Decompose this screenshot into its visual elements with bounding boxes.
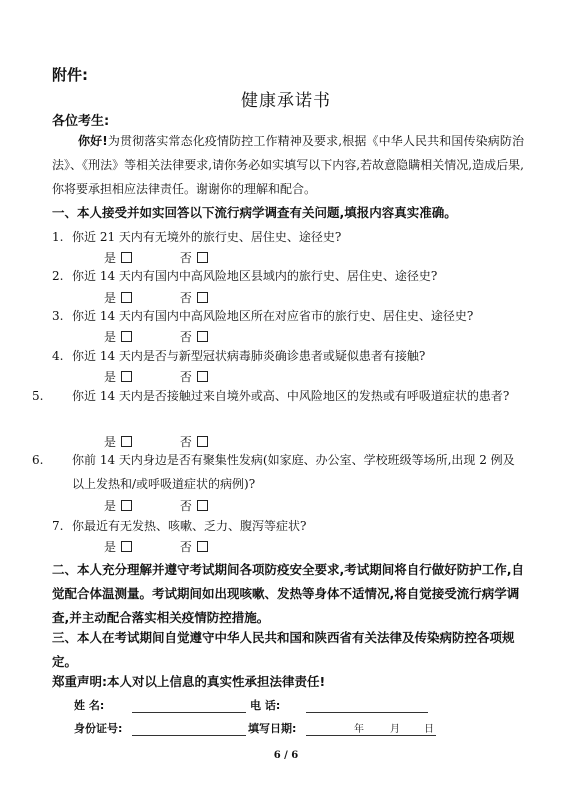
question-2 bbox=[52, 264, 522, 288]
section-1-heading: 一、本人接受并如实回答以下流行病学调查有关问题,填报内容真实准确。 bbox=[52, 205, 457, 220]
yes-checkbox[interactable] bbox=[121, 541, 132, 552]
question-number: 2. bbox=[52, 269, 64, 283]
date-field[interactable] bbox=[306, 735, 436, 736]
section-3-heading: 三、本人在考试期间自觉遵守中华人民共和国和陕西省有关法律及传染病防控各项规定。 bbox=[52, 630, 515, 669]
yes-label: 是 bbox=[104, 499, 117, 513]
section-2-heading: 二、本人充分理解并遵守考试期间各项防疫安全要求,考试期间将自行做好防护工作,自觉配合体温测量。考试期间如出现咳嗽、发热等身体不适情况,将自觉接受流行病学调查,并主动配合落实相关疫情防控措施。 bbox=[52, 562, 524, 625]
yes-checkbox[interactable] bbox=[121, 331, 132, 342]
yes-option bbox=[104, 328, 132, 345]
no-checkbox[interactable] bbox=[197, 541, 208, 552]
yes-checkbox[interactable] bbox=[121, 371, 132, 382]
date-label: 填写日期: bbox=[248, 722, 297, 735]
no-checkbox[interactable] bbox=[197, 331, 208, 342]
date-month-label: 月 bbox=[390, 724, 400, 735]
no-option bbox=[180, 368, 208, 385]
question-text: 你近 21 天内有无境外的旅行史、居住史、途径史? bbox=[72, 230, 342, 244]
question-1 bbox=[52, 225, 522, 249]
question-4-options bbox=[104, 368, 252, 385]
yes-label: 是 bbox=[104, 291, 117, 305]
yes-checkbox[interactable] bbox=[121, 252, 132, 263]
no-checkbox[interactable] bbox=[197, 252, 208, 263]
date-day-label: 日 bbox=[424, 724, 434, 735]
question-number: 1. bbox=[52, 230, 64, 244]
attachment-label: 附件: bbox=[52, 66, 88, 84]
yes-label: 是 bbox=[104, 540, 117, 554]
id-number-label: 身份证号: bbox=[74, 722, 123, 735]
no-label: 否 bbox=[179, 370, 192, 384]
id-number-field[interactable] bbox=[132, 735, 246, 736]
no-label: 否 bbox=[179, 291, 192, 305]
intro-paragraph bbox=[52, 129, 524, 201]
yes-checkbox[interactable] bbox=[121, 436, 132, 447]
intro-greeting: 你好! bbox=[78, 134, 108, 148]
question-text: 你近 14 天内有国内中高风险地区所在对应省市的旅行史、居住史、途径史? bbox=[72, 309, 474, 323]
page-number: 6 / 6 bbox=[273, 750, 299, 761]
question-text: 你近 14 天内是否与新型冠状病毒肺炎确诊患者或疑似患者有接触? bbox=[72, 349, 426, 363]
yes-checkbox[interactable] bbox=[121, 292, 132, 303]
question-7-options bbox=[104, 538, 252, 555]
no-option bbox=[180, 497, 208, 514]
question-3 bbox=[52, 304, 522, 328]
no-option bbox=[180, 328, 208, 345]
question-6-options bbox=[104, 497, 252, 514]
yes-label: 是 bbox=[104, 370, 117, 384]
name-label: 姓 名: bbox=[74, 699, 105, 712]
phone-field[interactable] bbox=[306, 712, 428, 713]
question-text: 你近 14 天内有国内中高风险地区县域内的旅行史、居住史、途径史? bbox=[72, 269, 438, 283]
phone-label: 电 话: bbox=[250, 699, 281, 712]
yes-checkbox[interactable] bbox=[121, 500, 132, 511]
no-checkbox[interactable] bbox=[197, 436, 208, 447]
question-number: 7. bbox=[52, 519, 64, 533]
salutation: 各位考生: bbox=[52, 114, 110, 129]
intro-text: 为贯彻落实常态化疫情防控工作精神及要求,根据《中华人民共和国传染病防治法》、《刑法》等相关法律要求,请你务必如实填写以下内容,若故意隐瞒相关情况,造成后果,你将要承担相应法律责任。谢谢你的理解和配合。 bbox=[52, 134, 524, 196]
question-text: 你近 14 天内是否接触过来自境外或高、中风险地区的发热或有呼吸道症状的患者? bbox=[72, 389, 510, 403]
yes-option bbox=[104, 497, 132, 514]
no-label: 否 bbox=[179, 540, 192, 554]
no-label: 否 bbox=[179, 251, 192, 265]
date-year-label: 年 bbox=[354, 724, 364, 735]
question-text: 你最近有无发热、咳嗽、乏力、腹泻等症状? bbox=[72, 519, 307, 533]
question-7 bbox=[52, 514, 522, 538]
question-number: 4. bbox=[52, 349, 64, 363]
question-3-options bbox=[104, 328, 252, 345]
yes-label: 是 bbox=[104, 251, 117, 265]
question-5 bbox=[32, 384, 524, 408]
question-text: 你前 14 天内身边是否有聚集性发病(如家庭、办公室、学校班级等场所,出现 2 例及以上发热和/或呼吸道症状的病例)? bbox=[72, 453, 515, 491]
yes-option bbox=[104, 368, 132, 385]
declaration: 郑重声明:本人对以上信息的真实性承担法律责任! bbox=[52, 674, 326, 689]
no-checkbox[interactable] bbox=[197, 500, 208, 511]
no-option bbox=[180, 538, 208, 555]
yes-label: 是 bbox=[104, 435, 117, 449]
question-4 bbox=[52, 344, 522, 368]
question-6 bbox=[32, 448, 524, 496]
page-title: 健康承诺书 bbox=[241, 91, 331, 111]
question-number: 5. bbox=[32, 389, 44, 403]
question-number: 6. bbox=[32, 453, 44, 467]
no-label: 否 bbox=[179, 330, 192, 344]
no-checkbox[interactable] bbox=[197, 292, 208, 303]
yes-option bbox=[104, 538, 132, 555]
name-field[interactable] bbox=[132, 712, 246, 713]
no-checkbox[interactable] bbox=[197, 371, 208, 382]
no-label: 否 bbox=[179, 499, 192, 513]
question-number: 3. bbox=[52, 309, 64, 323]
yes-label: 是 bbox=[104, 330, 117, 344]
no-label: 否 bbox=[179, 435, 192, 449]
